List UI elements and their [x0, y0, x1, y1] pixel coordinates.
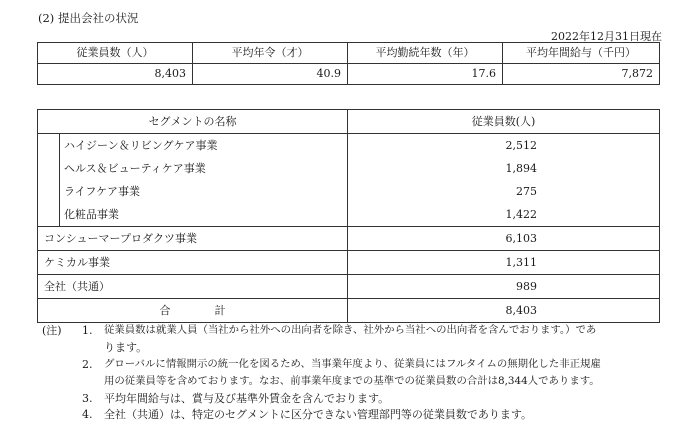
note-1-number: 1. [82, 324, 93, 337]
note-1-line-2: ります。 [104, 341, 148, 354]
segment-header-row [38, 110, 660, 134]
table-row [38, 157, 660, 180]
table-row [38, 251, 660, 275]
header-average-tenure: 平均勤続年数（年） [348, 43, 503, 64]
header-segment-name: セグメントの名称 [38, 110, 348, 134]
total-row [38, 299, 660, 323]
segment-name: ヘルス＆ビューティケア事業 [60, 157, 348, 180]
summary-value-row [38, 64, 660, 85]
header-average-salary: 平均年間給与（千円） [503, 43, 660, 64]
note-1-line-1: 従業員数は就業人員（当社から社外への出向者を除き、社外から当社への出向者を含んでおります。）であ [104, 324, 597, 336]
note-4-line-1: 全社（共通）は、特定のセグメントに区分できない管理部門等の従業員数であります。 [104, 408, 533, 421]
segment-count: 2,512 [348, 134, 660, 158]
table-row [38, 203, 660, 227]
segment-name: ケミカル事業 [38, 251, 348, 275]
note-2-line-1: グローバルに情報開示の統一化を図るため、当事業年度より、従業員にはフルタイムの無期化した非正規雇 [104, 358, 601, 370]
segment-table [37, 109, 660, 323]
segment-name: 化粧品事業 [60, 203, 348, 227]
note-2-line-2: 用の従業員等を含めております。なお、前事業年度までの基準での従業員数の合計は8,344人であります。 [104, 375, 600, 387]
segment-count: 1,422 [348, 203, 660, 227]
total-count: 8,403 [348, 299, 660, 323]
as-of-date: 2022年12月31日現在 [551, 30, 662, 43]
header-average-age: 平均年令（才） [193, 43, 348, 64]
segment-name: ハイジーン＆リビングケア事業 [60, 134, 348, 158]
indent-cell [38, 134, 60, 227]
table-row [38, 180, 660, 203]
note-4-number: 4. [82, 408, 93, 421]
value-average-salary: 7,872 [503, 64, 660, 85]
segment-count: 275 [348, 180, 660, 203]
segment-name: 全社（共通） [38, 275, 348, 299]
segment-count: 1,894 [348, 157, 660, 180]
total-label: 合 計 [38, 299, 348, 323]
value-average-tenure: 17.6 [348, 64, 503, 85]
segment-name: ライフケア事業 [60, 180, 348, 203]
segment-count: 989 [348, 275, 660, 299]
note-3-number: 3. [82, 392, 93, 405]
section-title: (2) 提出会社の状況 [38, 11, 139, 25]
summary-table [37, 42, 660, 85]
segment-count: 6,103 [348, 227, 660, 251]
note-3-line-1: 平均年間給与は、賞与及び基準外賃金を含んでおります。 [104, 392, 390, 405]
header-employees: 従業員数（人） [38, 43, 193, 64]
segment-name: コンシューマープロダクツ事業 [38, 227, 348, 251]
note-2-number: 2. [82, 358, 93, 371]
summary-header-row [38, 43, 660, 64]
value-average-age: 40.9 [193, 64, 348, 85]
table-row [38, 227, 660, 251]
header-segment-count: 従業員数(人) [348, 110, 660, 134]
table-row [38, 134, 660, 158]
segment-count: 1,311 [348, 251, 660, 275]
notes-prefix: (注) [42, 324, 62, 337]
value-employees: 8,403 [38, 64, 193, 85]
table-row [38, 275, 660, 299]
